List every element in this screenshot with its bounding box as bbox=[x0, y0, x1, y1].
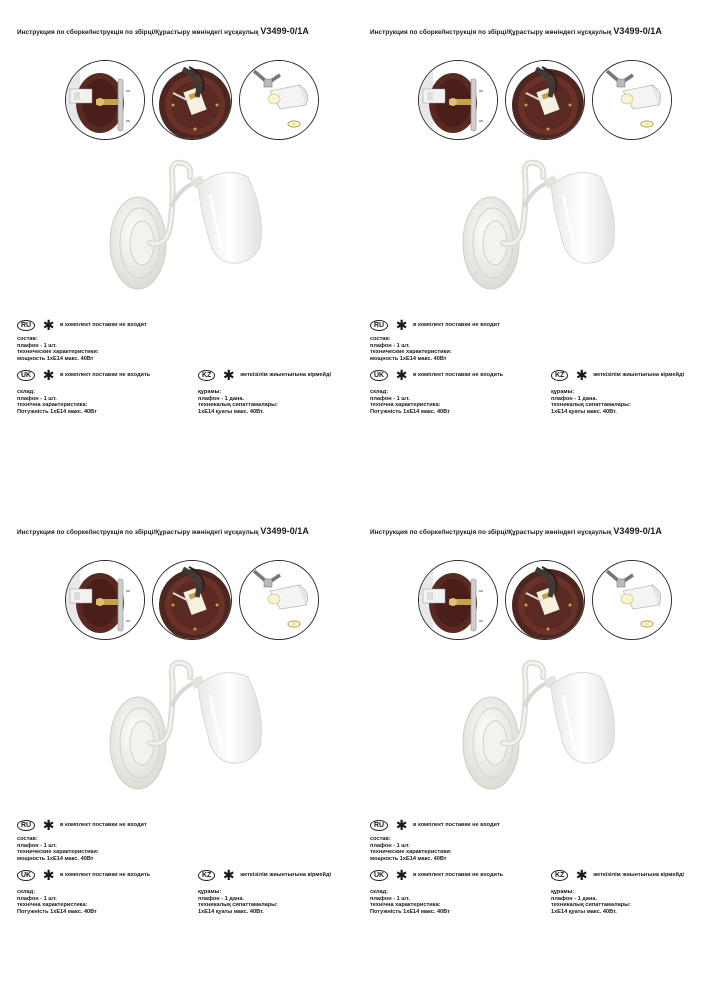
asterisk-icon: ✱ bbox=[395, 817, 408, 834]
uk-not-included-note: в комплект поставки не входить bbox=[59, 872, 151, 879]
kz-language-badge: KZ bbox=[198, 370, 215, 381]
uk-spec-line: технічна характеристика: bbox=[17, 902, 88, 909]
uk-language-badge: UK bbox=[370, 870, 388, 881]
asterisk-icon: ✱ bbox=[42, 317, 55, 334]
model-number: V3499-0/1A bbox=[613, 526, 662, 536]
kz-spec-line: плафон - 1 дана. bbox=[551, 395, 598, 402]
instruction-sheet-4 bbox=[353, 500, 706, 1000]
uk-spec-line: Потужність 1хЕ14 макс. 40Вт bbox=[370, 908, 450, 915]
uk-spec-line: Потужність 1хЕ14 макс. 40Вт bbox=[17, 908, 97, 915]
step-1-mounting-image bbox=[418, 60, 498, 140]
uk-spec-line: склад: bbox=[17, 889, 36, 895]
uk-spec-line: плафон - 1 шт. bbox=[370, 395, 410, 402]
step-3-shade-image bbox=[592, 560, 672, 640]
uk-spec-line: плафон - 1 шт. bbox=[17, 395, 57, 402]
ru-section bbox=[17, 817, 147, 862]
ru-spec-line: технические характеристики: bbox=[370, 849, 452, 856]
step-2-wiring-image bbox=[505, 560, 585, 640]
wall-lamp-illustration bbox=[453, 655, 638, 805]
title-text: Инструкция по сборке/Інструкція по збірці/Құрастыру жөніндегі нұсқаулық bbox=[370, 29, 612, 36]
sheet-title bbox=[17, 526, 309, 536]
uk-language-badge: UK bbox=[17, 370, 35, 381]
uk-spec-line: технічна характеристика: bbox=[370, 902, 441, 909]
ru-spec-line: мощность 1хЕ14 макс. 40Вт bbox=[370, 355, 447, 362]
kz-section bbox=[198, 867, 332, 915]
ru-spec-line: мощность 1хЕ14 макс. 40Вт bbox=[17, 355, 94, 362]
title-text: Инструкция по сборке/Інструкція по збірці/Құрастыру жөніндегі нұсқаулық bbox=[17, 529, 259, 536]
kz-spec-line: 1хЕ14 қуаты макс. 40Вт. bbox=[551, 908, 617, 915]
wall-lamp-illustration bbox=[100, 655, 285, 805]
step-1-mounting-image bbox=[65, 560, 145, 640]
kz-section bbox=[198, 367, 332, 415]
asterisk-icon: ✱ bbox=[395, 367, 408, 384]
ru-section bbox=[370, 817, 500, 862]
uk-spec-line: Потужність 1хЕ14 макс. 40Вт bbox=[370, 408, 450, 415]
kz-spec-line: техникалық сипаттамалары: bbox=[551, 902, 631, 909]
kz-spec-line: техникалық сипаттамалары: bbox=[198, 402, 278, 409]
uk-spec-line: плафон - 1 шт. bbox=[370, 895, 410, 902]
model-number: V3499-0/1A bbox=[260, 26, 309, 36]
asterisk-icon: ✱ bbox=[42, 867, 55, 884]
ru-spec-line: мощность 1хЕ14 макс. 40Вт bbox=[370, 855, 447, 862]
uk-section bbox=[370, 367, 504, 415]
asterisk-icon: ✱ bbox=[222, 867, 235, 884]
step-2-wiring-image bbox=[505, 60, 585, 140]
kz-spec-line: 1хЕ14 қуаты макс. 40Вт. bbox=[198, 408, 264, 415]
title-text: Инструкция по сборке/Інструкція по збірці/Құрастыру жөніндегі нұсқаулық bbox=[370, 529, 612, 536]
kz-spec-line: құрамы: bbox=[551, 889, 575, 895]
ru-spec-line: технические характеристики: bbox=[17, 349, 99, 356]
step-3-shade-image bbox=[239, 560, 319, 640]
kz-spec-line: плафон - 1 дана. bbox=[198, 895, 245, 902]
ru-language-badge: RU bbox=[370, 320, 388, 331]
kz-spec-line: құрамы: bbox=[551, 389, 575, 395]
instruction-sheet-3 bbox=[0, 500, 353, 1000]
step-3-shade-image bbox=[592, 60, 672, 140]
kz-spec-line: 1хЕ14 қуаты макс. 40Вт. bbox=[198, 908, 264, 915]
uk-spec-line: склад: bbox=[370, 889, 389, 895]
kz-spec-line: 1хЕ14 қуаты макс. 40Вт. bbox=[551, 408, 617, 415]
ru-spec-line: плафон - 1 шт. bbox=[17, 842, 57, 849]
kz-spec-line: плафон - 1 дана. bbox=[198, 395, 245, 402]
instruction-sheet-2 bbox=[353, 0, 706, 500]
uk-not-included-note: в комплект поставки не входить bbox=[412, 372, 504, 379]
uk-spec-line: склад: bbox=[370, 389, 389, 395]
uk-language-badge: UK bbox=[370, 370, 388, 381]
kz-spec-line: құрамы: bbox=[198, 389, 222, 395]
kz-spec-line: техникалық сипаттамалары: bbox=[198, 902, 278, 909]
step-2-wiring-image bbox=[152, 560, 232, 640]
ru-not-included-note: в комплект поставки не входит bbox=[412, 822, 500, 829]
ru-spec-line: плафон - 1 шт. bbox=[370, 342, 410, 349]
kz-not-included-note: жеткізілім жиынтығына кірмейді bbox=[593, 872, 685, 879]
ru-spec-line: состав: bbox=[370, 336, 391, 342]
uk-not-included-note: в комплект поставки не входить bbox=[412, 872, 504, 879]
ru-not-included-note: в комплект поставки не входит bbox=[412, 322, 500, 329]
ru-language-badge: RU bbox=[370, 820, 388, 831]
ru-spec-line: мощность 1хЕ14 макс. 40Вт bbox=[17, 855, 94, 862]
uk-section bbox=[17, 367, 151, 415]
sheet-title bbox=[17, 26, 309, 36]
asterisk-icon: ✱ bbox=[222, 367, 235, 384]
ru-spec-line: технические характеристики: bbox=[17, 849, 99, 856]
uk-not-included-note: в комплект поставки не входить bbox=[59, 372, 151, 379]
wall-lamp-illustration bbox=[453, 155, 638, 305]
step-1-mounting-image bbox=[65, 60, 145, 140]
ru-language-badge: RU bbox=[17, 320, 35, 331]
title-text: Инструкция по сборке/Інструкція по збірці/Құрастыру жөніндегі нұсқаулық bbox=[17, 29, 259, 36]
wall-lamp-illustration bbox=[100, 155, 285, 305]
kz-language-badge: KZ bbox=[198, 870, 215, 881]
ru-section bbox=[370, 317, 500, 362]
step-1-mounting-image bbox=[418, 560, 498, 640]
uk-spec-line: технічна характеристика: bbox=[17, 402, 88, 409]
uk-section bbox=[17, 867, 151, 915]
uk-section bbox=[370, 867, 504, 915]
asterisk-icon: ✱ bbox=[42, 817, 55, 834]
ru-language-badge: RU bbox=[17, 820, 35, 831]
ru-not-included-note: в комплект поставки не входит bbox=[59, 822, 147, 829]
ru-spec-line: технические характеристики: bbox=[370, 349, 452, 356]
ru-spec-line: состав: bbox=[17, 336, 38, 342]
sheet-title bbox=[370, 526, 662, 536]
uk-spec-line: склад: bbox=[17, 389, 36, 395]
kz-section bbox=[551, 867, 685, 915]
ru-not-included-note: в комплект поставки не входит bbox=[59, 322, 147, 329]
sheet-title bbox=[370, 26, 662, 36]
kz-not-included-note: жеткізілім жиынтығына кірмейді bbox=[593, 372, 685, 379]
kz-spec-line: құрамы: bbox=[198, 889, 222, 895]
kz-not-included-note: жеткізілім жиынтығына кірмейді bbox=[240, 372, 332, 379]
ru-spec-line: состав: bbox=[17, 836, 38, 842]
kz-language-badge: KZ bbox=[551, 870, 568, 881]
uk-spec-line: технічна характеристика: bbox=[370, 402, 441, 409]
ru-spec-line: плафон - 1 шт. bbox=[370, 842, 410, 849]
kz-spec-line: техникалық сипаттамалары: bbox=[551, 402, 631, 409]
step-3-shade-image bbox=[239, 60, 319, 140]
asterisk-icon: ✱ bbox=[575, 867, 588, 884]
ru-spec-line: состав: bbox=[370, 836, 391, 842]
ru-section bbox=[17, 317, 147, 362]
ru-spec-line: плафон - 1 шт. bbox=[17, 342, 57, 349]
kz-language-badge: KZ bbox=[551, 370, 568, 381]
uk-spec-line: плафон - 1 шт. bbox=[17, 895, 57, 902]
model-number: V3499-0/1A bbox=[260, 526, 309, 536]
kz-section bbox=[551, 367, 685, 415]
kz-spec-line: плафон - 1 дана. bbox=[551, 895, 598, 902]
instruction-sheet-1 bbox=[0, 0, 353, 500]
kz-not-included-note: жеткізілім жиынтығына кірмейді bbox=[240, 872, 332, 879]
asterisk-icon: ✱ bbox=[395, 317, 408, 334]
uk-spec-line: Потужність 1хЕ14 макс. 40Вт bbox=[17, 408, 97, 415]
step-2-wiring-image bbox=[152, 60, 232, 140]
asterisk-icon: ✱ bbox=[575, 367, 588, 384]
asterisk-icon: ✱ bbox=[42, 367, 55, 384]
asterisk-icon: ✱ bbox=[395, 867, 408, 884]
model-number: V3499-0/1A bbox=[613, 26, 662, 36]
uk-language-badge: UK bbox=[17, 870, 35, 881]
